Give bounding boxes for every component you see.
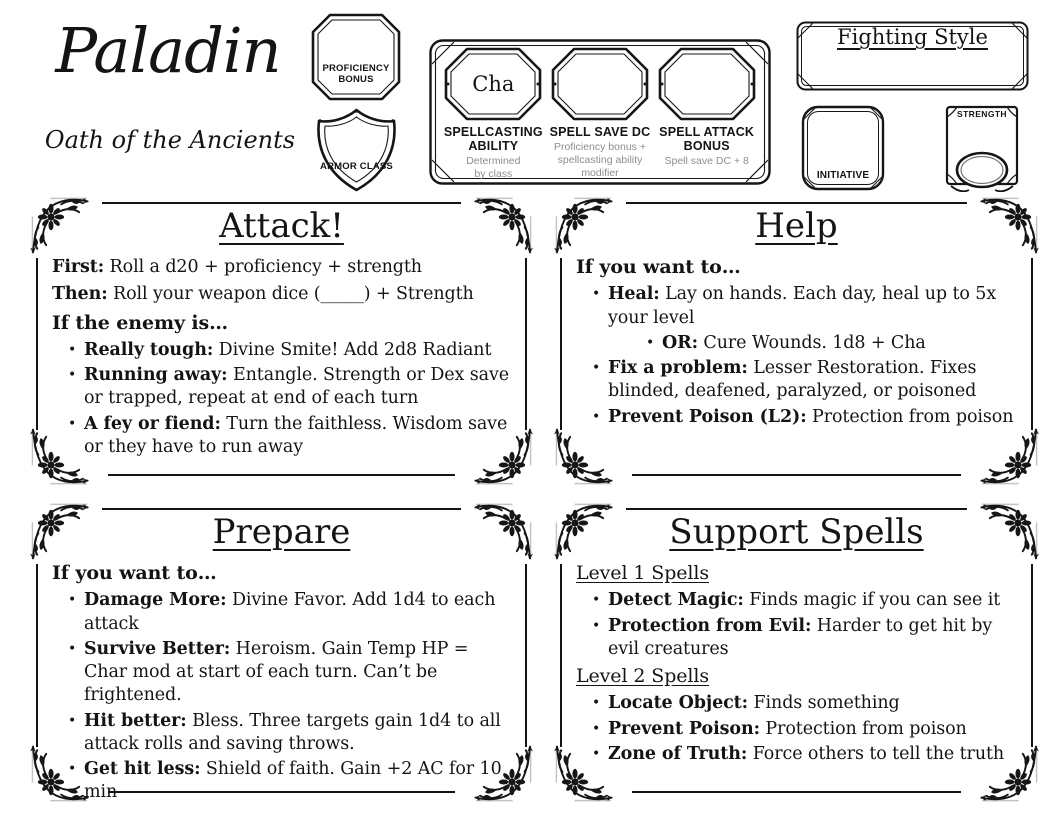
panel-help	[552, 194, 1041, 488]
spell-level-header: Level 2 Spells	[576, 665, 710, 688]
bullet-term: Running away:	[84, 365, 228, 386]
spell-attack-bonus-value	[657, 46, 757, 122]
bullet-text: Lay on hands. Each day, heal up to 5x your level	[608, 284, 997, 328]
lead-term: Then:	[52, 284, 108, 305]
bullet-term: Really tough:	[84, 339, 214, 360]
bullet-item	[576, 615, 1017, 662]
bullet-term: Detect Magic:	[608, 590, 744, 611]
bullet-item	[576, 718, 1017, 741]
spell-level-header: Level 1 Spells	[576, 562, 710, 584]
panel-top-rule	[626, 202, 967, 204]
panel-top-rule	[102, 202, 461, 204]
bullet-item	[52, 638, 511, 708]
bullet-marker: •	[592, 360, 601, 377]
panel-prepare	[28, 500, 535, 805]
corner-flourish-icon	[30, 196, 90, 256]
corner-flourish-icon	[554, 502, 614, 562]
bullet-text: Harder to get hit by evil creatures	[608, 615, 993, 659]
spellcasting-ability-note: Determined by class	[466, 155, 521, 180]
strength-badge	[943, 103, 1021, 192]
panel-title: Prepare	[212, 512, 351, 552]
panel-bottom-rule	[108, 474, 455, 476]
corner-flourish-icon	[554, 196, 614, 256]
section-header: If you want to…	[576, 256, 741, 278]
panel-body	[552, 248, 1041, 429]
bullet-marker: •	[68, 761, 77, 778]
spellcasting-ability-value: Cha	[472, 72, 515, 96]
bullet-term: Fix a problem:	[608, 358, 748, 379]
bullet-term: Protection from Evil:	[608, 615, 812, 636]
bullet-term: Damage More:	[84, 590, 227, 611]
panel-title: Attack!	[219, 206, 344, 246]
bullet-term: Heal:	[608, 284, 660, 305]
bullet-marker: •	[592, 408, 601, 425]
bullet-marker: •	[68, 712, 77, 729]
bullet-marker: •	[592, 617, 601, 634]
panel-body	[28, 554, 535, 805]
bullet-item	[576, 589, 1017, 612]
bullet-item	[576, 283, 1017, 330]
bullet-term: Get hit less:	[84, 759, 201, 780]
bullet-text: Force others to tell the truth	[747, 743, 1005, 764]
subclass-title: Oath of the Ancients	[44, 126, 296, 154]
panel-support-spells	[552, 500, 1041, 805]
bullet-marker: •	[592, 720, 601, 737]
spell-save-dc-cell	[547, 46, 654, 186]
spellcasting-ability-cell	[440, 46, 547, 186]
armor-class-badge	[313, 107, 400, 193]
bullet-term: Prevent Poison (L2):	[608, 406, 807, 427]
bullet-item	[52, 589, 511, 636]
bullet-term: Survive Better:	[84, 638, 231, 659]
bullet-item	[576, 692, 1017, 715]
bullet-marker: •	[592, 592, 601, 609]
lead-term: First:	[52, 257, 105, 277]
spell-attack-bonus-note: Spell save DC + 8	[664, 155, 749, 167]
bullet-marker: •	[68, 415, 77, 432]
bullet-text: Bless. Three targets gain 1d4 to all attack rolls and saving throws.	[84, 710, 501, 754]
spell-save-dc-note: Proficiency bonus + spellcasting ability modifier	[554, 141, 646, 179]
bullet-item	[52, 710, 511, 757]
spell-attack-bonus-cell	[653, 46, 760, 186]
bullet-term: Prevent Poison:	[608, 718, 760, 739]
bullet-marker: •	[68, 367, 77, 384]
panel-bottom-rule	[632, 474, 961, 476]
corner-flourish-icon	[554, 426, 614, 486]
bullet-marker: •	[68, 341, 77, 358]
spellcasting-summary-box	[428, 38, 772, 186]
bullet-item	[576, 743, 1017, 766]
panel-body	[552, 554, 1041, 766]
bullet-term: Locate Object:	[608, 693, 749, 714]
bullet-term: Hit better:	[84, 710, 187, 731]
badge-frame-icon	[310, 12, 402, 102]
bullet-marker: •	[592, 745, 601, 762]
section-header: If you want to…	[52, 562, 217, 584]
proficiency-bonus-label: PROFICIENCY BONUS	[322, 63, 390, 86]
bullet-term: Zone of Truth:	[608, 743, 748, 764]
bullet-term: A fey or fiend:	[84, 413, 221, 434]
bullet-text: Heroism. Gain Temp HP = Char mod at start of each turn. Can’t be frightened.	[84, 638, 469, 706]
proficiency-bonus-badge	[310, 12, 402, 102]
section-header: If the enemy is…	[52, 311, 229, 334]
panel-bottom-rule	[632, 791, 961, 793]
bullet-item	[52, 364, 511, 411]
fighting-style-box	[795, 20, 1030, 92]
corner-flourish-icon	[473, 502, 533, 562]
armor-class-label: ARMOR CLASS	[320, 161, 393, 173]
bullet-text: Finds magic if you can see it	[743, 590, 1001, 611]
panel-bottom-rule	[108, 791, 455, 793]
panel-top-rule	[626, 508, 967, 510]
panel-title: Help	[755, 206, 838, 246]
bullet-text: Protection from poison	[806, 406, 1014, 427]
bullet-marker: •	[68, 592, 77, 609]
bullet-text: Shield of faith. Gain +2 AC for 10 min	[84, 759, 502, 803]
bullet-text: Cure Wounds. 1d8 + Cha	[697, 332, 926, 353]
bullet-text: Divine Smite! Add 2d8 Radiant	[213, 339, 492, 360]
bullet-item	[52, 339, 511, 362]
spell-save-dc-label: SPELL SAVE DC	[549, 125, 651, 139]
bullet-text: Turn the faithless. Wisdom save or they have to run away	[84, 413, 508, 457]
class-title: Paladin	[55, 14, 281, 87]
corner-flourish-icon	[979, 502, 1039, 562]
bullet-item	[576, 406, 1017, 429]
bullet-marker: •	[68, 640, 77, 657]
spellcasting-ability-label: SPELLCASTING ABILITY	[443, 125, 543, 153]
bullet-marker: •	[592, 695, 601, 712]
bullet-item	[576, 332, 1017, 355]
bullet-text: Finds something	[748, 693, 900, 714]
corner-flourish-icon	[979, 196, 1039, 256]
panel-attack	[28, 194, 535, 488]
panel-title: Support Spells	[669, 512, 924, 552]
spell-save-dc-value	[550, 46, 650, 122]
bullet-text: Protection from poison	[759, 718, 967, 739]
bullet-item	[576, 357, 1017, 404]
bullet-marker: •	[592, 286, 601, 303]
spell-attack-bonus-label: SPELL ATTACK BONUS	[659, 125, 755, 153]
instruction-line	[52, 283, 511, 306]
fighting-style-title: Fighting Style	[837, 25, 988, 49]
instruction-line	[52, 256, 511, 279]
shield-icon	[313, 107, 400, 193]
panel-body	[28, 248, 535, 459]
lead-text: Roll a d20 + proficiency + strength	[104, 257, 422, 277]
bullet-text: Entangle. Strength or Dex save or trapped, repeat at end of each turn	[84, 365, 510, 409]
corner-flourish-icon	[979, 426, 1039, 486]
initiative-label: INITIATIVE	[816, 169, 870, 181]
bullet-text: Divine Favor. Add 1d4 to each attack	[84, 590, 496, 634]
strength-label: STRENGTH	[957, 109, 1007, 119]
lead-text: Roll your weapon dice (_____) + Strength	[107, 284, 474, 305]
bullet-item	[52, 413, 511, 460]
corner-flourish-icon	[30, 502, 90, 562]
bullet-text: Lesser Restoration. Fixes blinded, deafened, paralyzed, or poisoned	[608, 358, 977, 402]
bullet-marker: •	[646, 334, 655, 351]
bullet-term: OR:	[662, 332, 698, 353]
initiative-badge	[800, 104, 886, 192]
bullet-item	[52, 758, 511, 805]
panel-top-rule	[102, 508, 461, 510]
corner-flourish-icon	[473, 196, 533, 256]
